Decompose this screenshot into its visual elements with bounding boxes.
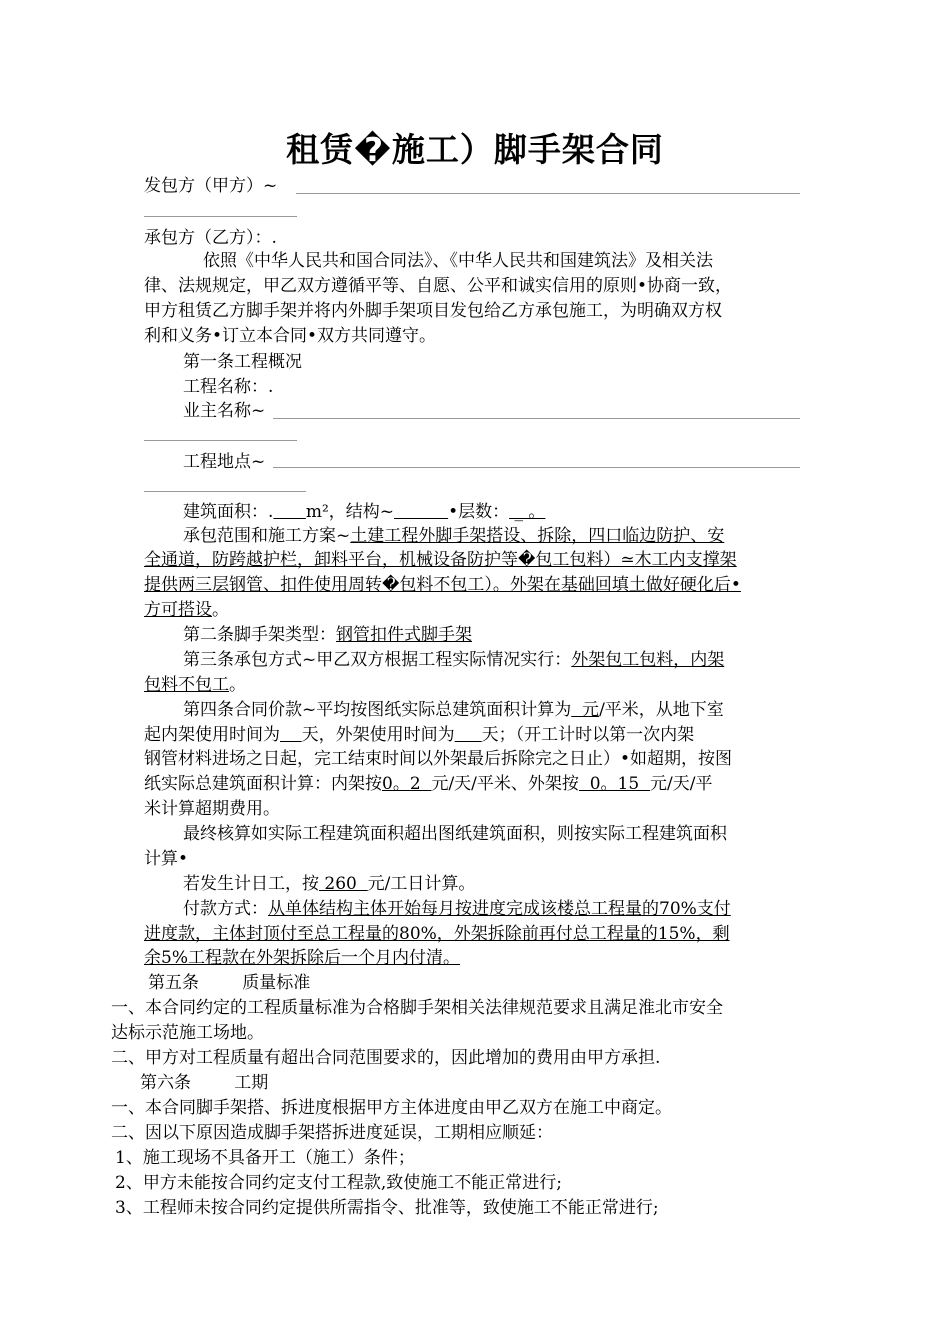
inner-frame-days-blank [280,725,302,745]
party-a-label: 发包方（甲方）~ [144,176,278,196]
article-4-line-1 [183,698,724,722]
overdue-outer-rate: 0。15 [578,774,650,794]
contract-mode-value-2: 包料不包工 [144,675,229,695]
location-field: 工程地点~ [183,452,266,472]
location-fill-line-cont [144,491,306,492]
scope-text-2: 全通道，防跨越护栏，卸料平台，机械设备防护等�包工包料）≃木工内支撑架 [144,550,737,570]
party-b-label: 承包方（乙方）：. [144,228,277,248]
location-fill-line [273,467,800,468]
preamble-line-3: 甲方租赁乙方脚手架并将内外脚手架项目发包给乙方承包施工，为明确双方权 [144,301,722,321]
building-area-line [183,500,545,524]
article-4-line-4 [144,772,712,796]
party-a-fill-line [296,193,800,194]
schedule-item-1: 一、本合同脚手架搭、拆进度根据甲方主体进度由甲乙双方在施工中商定。 [111,1098,672,1118]
overdue-inner-label: 纸实际总建筑面积计算：内架按 [144,774,382,794]
owner-fill-line-cont [144,440,297,441]
article-2-label: 第二条脚手架类型： [183,625,336,645]
scope-text-4: 方可搭设 [144,600,212,620]
payment-line-1 [183,897,731,921]
price-unit: /平米，从地下室 [599,700,724,720]
quality-item-1-cont: 达标示范施工场地。 [111,1023,264,1043]
article-4-line-6: 最终核算如实际工程建筑面积超出图纸建筑面积，则按实际工程建筑面积 [183,824,727,844]
article-6-heading: 第六条 工期 [140,1073,269,1093]
floors-label: •层数： [448,502,510,522]
scaffold-type-value: 钢管扣件式脚手架 [336,625,472,645]
quality-item-2: 二、甲方对工程质量有超出合同范围要求的，因此增加的费用由甲方承担. [111,1048,661,1068]
price-value: 元 [571,700,600,720]
article-3-label: 第三条承包方式~甲乙双方根据工程实际情况实行： [183,650,572,670]
contract-mode-value-1: 外架包工包料，内架 [571,650,725,670]
overdue-unit: 元/天/平 [650,774,713,794]
day-labor-rate: 260 [319,874,368,894]
day-labor-label: 若发生计日工，按 [183,874,319,894]
project-name-field: 工程名称：. [183,377,274,397]
price-label: 第四条合同价款~平均按图纸实际总建筑面积计算为 [183,700,572,720]
article-5-heading: 第五条 质量标准 [148,973,311,993]
delay-reason-1: 1、施工现场不具备开工（施工）条件； [115,1148,415,1168]
article-4-line-7: 计算• [144,849,189,869]
payment-text-3: 余5%工程款在外架拆除后一个月内付清。 [144,948,460,968]
structure-label: m²，结构~ [305,502,395,522]
scope-end: 。 [212,600,229,620]
scope-label: 承包范围和施工方案~ [183,526,351,546]
article-1-heading: 第一条工程概况 [183,352,302,372]
scope-line-4 [144,598,229,622]
delay-reason-2: 2、甲方未能按合同约定支付工程款,致使施工不能正常进行; [115,1173,562,1193]
document-title: 租赁�施工）脚手架合同 [286,130,664,169]
party-a-fill-line-cont [144,216,297,217]
start-time-note: 天；（开工计时以第一次内架 [481,725,695,745]
scope-line-1 [183,524,724,548]
outer-frame-days-blank [455,725,482,745]
preamble-line-1: 依照《中华人民共和国合同法》、《中华人民共和国建筑法》及相关法 [203,251,713,271]
outer-frame-days-label: 天，外架使用时间为 [301,725,455,745]
article-4-line-8 [183,872,475,896]
article-3-line-1 [183,648,724,672]
area-label: 建筑面积：. [183,502,274,522]
article-2-line [183,623,472,647]
inner-frame-days-label: 起内架使用时间为 [144,725,280,745]
day-labor-unit: 元/工日计算。 [367,874,476,894]
preamble-line-4: 利和义务•订立本合同•双方共同遵守。 [144,326,437,346]
owner-fill-line [273,418,800,419]
overdue-inner-rate: 0。2 [382,774,432,794]
payment-text-2: 进度款，主体封顶付至总工程量的80%，外架拆除前再付总工程量的15%，剩 [144,924,730,944]
schedule-item-2: 二、因以下原因造成脚手架搭拆进度延误，工期相应顺延： [111,1123,553,1143]
preamble-line-2: 律、法规规定，甲乙双方遵循平等、自愿、公平和诚实信用的原则•协商一致， [144,276,733,296]
quality-item-1: 一、本合同约定的工程质量标准为合格脚手架相关法律规范要求且满足淮北市安全 [111,998,723,1018]
area-blank [273,502,305,522]
payment-label: 付款方式： [183,899,268,919]
payment-text-1: 从单体结构主体开始每月按进度完成该楼总工程量的70%支付 [268,899,731,919]
scope-text-3: 提供两三层钢管、扣件使用周转�包料不包工）。外架在基础回填土做好硬化后• [144,575,741,595]
floors-blank: _ 。 [509,502,546,522]
scope-text-1: 土建工程外脚手架搭设、拆除，四口临边防护、安 [350,526,725,546]
article-4-line-5: 米计算超期费用。 [144,799,280,819]
overdue-outer-label: 元/天/平米、外架按 [431,774,579,794]
delay-reason-3: 3、工程师未按合同约定提供所需指令、批准等，致使施工不能正常进行; [115,1198,659,1218]
owner-name-field: 业主名称~ [183,401,266,421]
article-4-line-3: 钢管材料进场之日起，完工结束时间以外架最后拆除完之日止）•如超期，按图 [144,749,733,769]
article-3-end: 。 [229,675,246,695]
article-3-line-2 [144,673,246,697]
structure-blank [394,502,448,522]
article-4-line-2 [144,723,694,747]
